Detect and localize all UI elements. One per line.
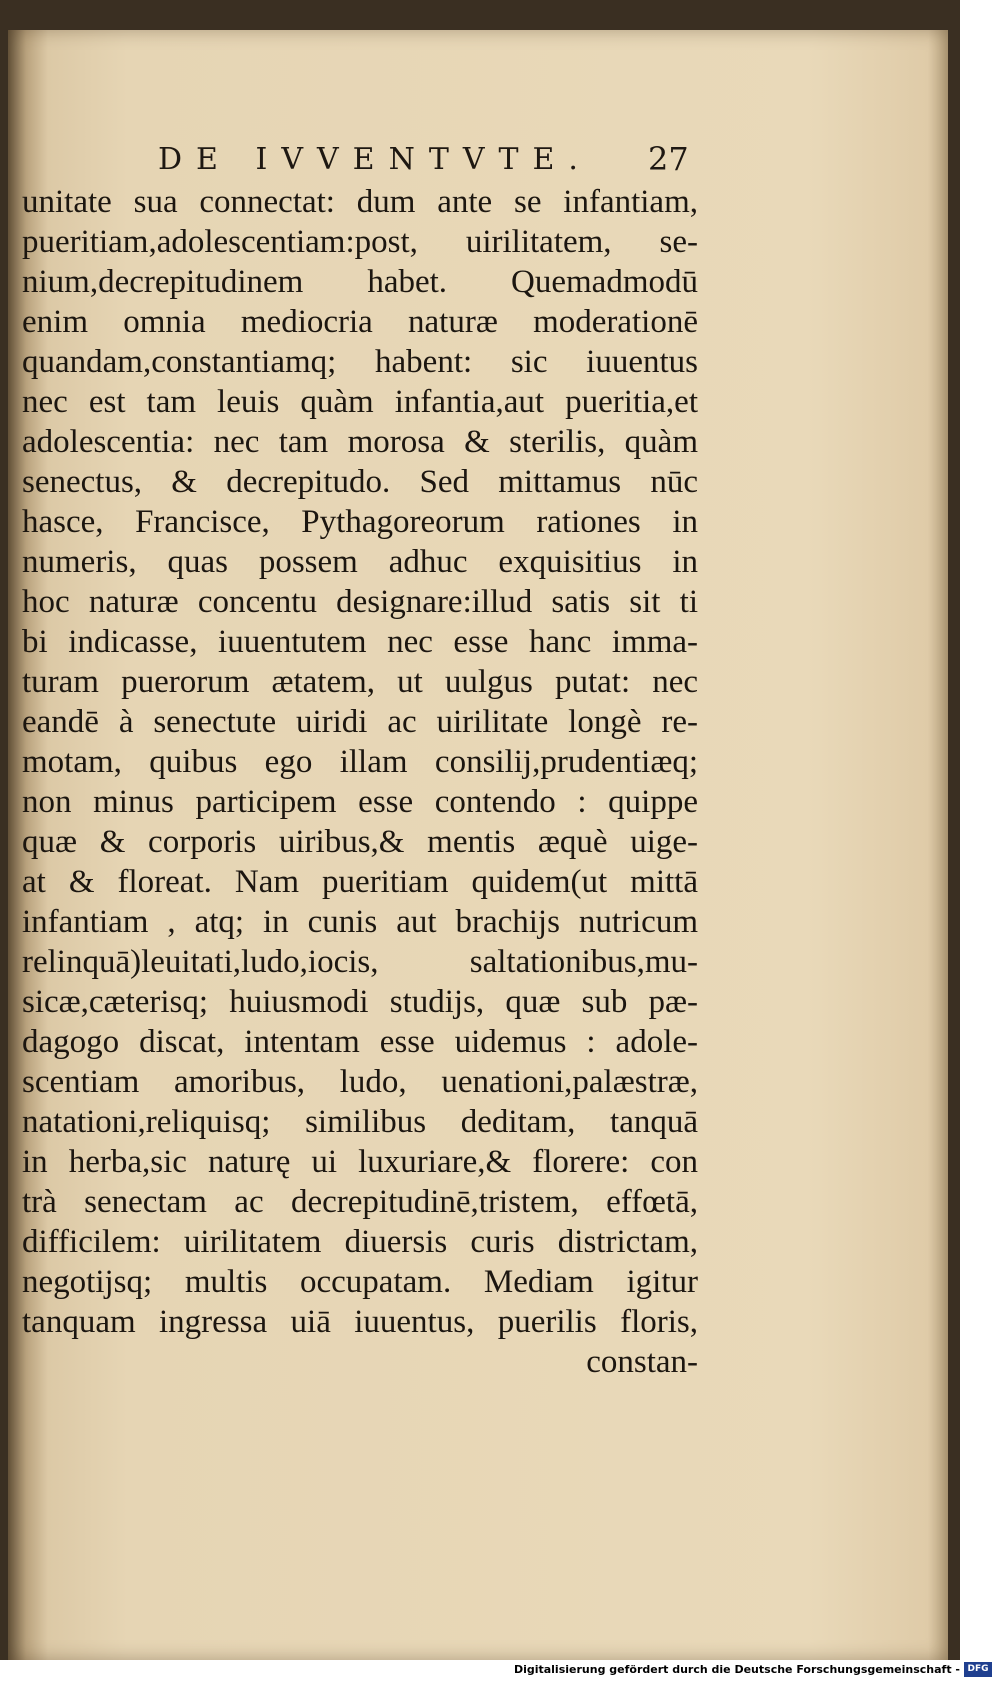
text-line: infantiam , atq; in cunis aut brachijs nutricum bbox=[22, 904, 698, 940]
text-line: adolescentia: nec tam morosa & sterilis, quàm bbox=[22, 424, 698, 460]
text-line: non minus participem esse contendo : quippe bbox=[22, 784, 698, 820]
digitization-credit: Digitalisierung gefördert durch die Deutsche Forschungsgemeinschaft - bbox=[513, 1663, 960, 1676]
text-line: nium,decrepitudinem habet. Quemadmodū bbox=[22, 264, 698, 300]
text-line: constan- bbox=[586, 1344, 698, 1380]
text-line: pueritiam,adolescentiam:post, uirilitatem, se- bbox=[22, 224, 698, 260]
text-line: turam puerorum ætatem, ut uulgus putat: nec bbox=[22, 664, 698, 700]
page-number: 27 bbox=[648, 140, 689, 178]
text-line: bi indicasse, iuuentutem nec esse hanc imma- bbox=[22, 624, 698, 660]
text-line: relinquā)leuitati,ludo,iocis, saltationibus,mu- bbox=[22, 944, 698, 980]
text-line: numeris, quas possem adhuc exquisitius in bbox=[22, 544, 698, 580]
text-line: difficilem: uirilitatem diuersis curis districtam, bbox=[22, 1224, 698, 1260]
text-line: enim omnia mediocria naturæ moderationē bbox=[22, 304, 698, 340]
text-block bbox=[22, 182, 698, 1382]
text-line: sicæ,cæterisq; huiusmodi studijs, quæ sub pæ- bbox=[22, 984, 698, 1020]
text-line: nec est tam leuis quàm infantia,aut pueritia,et bbox=[22, 384, 698, 420]
text-line: quandam,constantiamq; habent: sic iuuentus bbox=[22, 344, 698, 380]
text-line: quæ & corporis uiribus,& mentis æquè uige- bbox=[22, 824, 698, 860]
text-line: natationi,reliquisq; similibus deditam, tanquā bbox=[22, 1104, 698, 1140]
dfg-logo: DFG bbox=[964, 1662, 992, 1677]
text-line: trà senectam ac decrepitudinē,tristem, effœtā, bbox=[22, 1184, 698, 1220]
text-line: in herba,sic naturę ui luxuriare,& florere: con bbox=[22, 1144, 698, 1180]
text-line: hasce, Francisce, Pythagoreorum rationes in bbox=[22, 504, 698, 540]
text-line: hoc naturæ concentu designare:illud satis sit ti bbox=[22, 584, 698, 620]
text-line: scentiam amoribus, ludo, uenationi,palæstræ, bbox=[22, 1064, 698, 1100]
text-line: senectus, & decrepitudo. Sed mittamus nūc bbox=[22, 464, 698, 500]
text-line: at & floreat. Nam pueritiam quidem(ut mittā bbox=[22, 864, 698, 900]
text-line: negotijsq; multis occupatam. Mediam igitur bbox=[22, 1264, 698, 1300]
running-head: DE IVVENTVTE. bbox=[158, 142, 592, 177]
book-page bbox=[8, 30, 948, 1660]
footer-bar bbox=[0, 1660, 1000, 1681]
text-line: tanquam ingressa uiā iuuentus, puerilis floris, bbox=[22, 1304, 698, 1340]
text-line: motam, quibus ego illam consilij,prudentiæq; bbox=[22, 744, 698, 780]
text-line: unitate sua connectat: dum ante se infantiam, bbox=[22, 184, 698, 220]
text-line: eandē à senectute uiridi ac uirilitate longè re- bbox=[22, 704, 698, 740]
text-line: dagogo discat, intentam esse uidemus : adole- bbox=[22, 1024, 698, 1060]
